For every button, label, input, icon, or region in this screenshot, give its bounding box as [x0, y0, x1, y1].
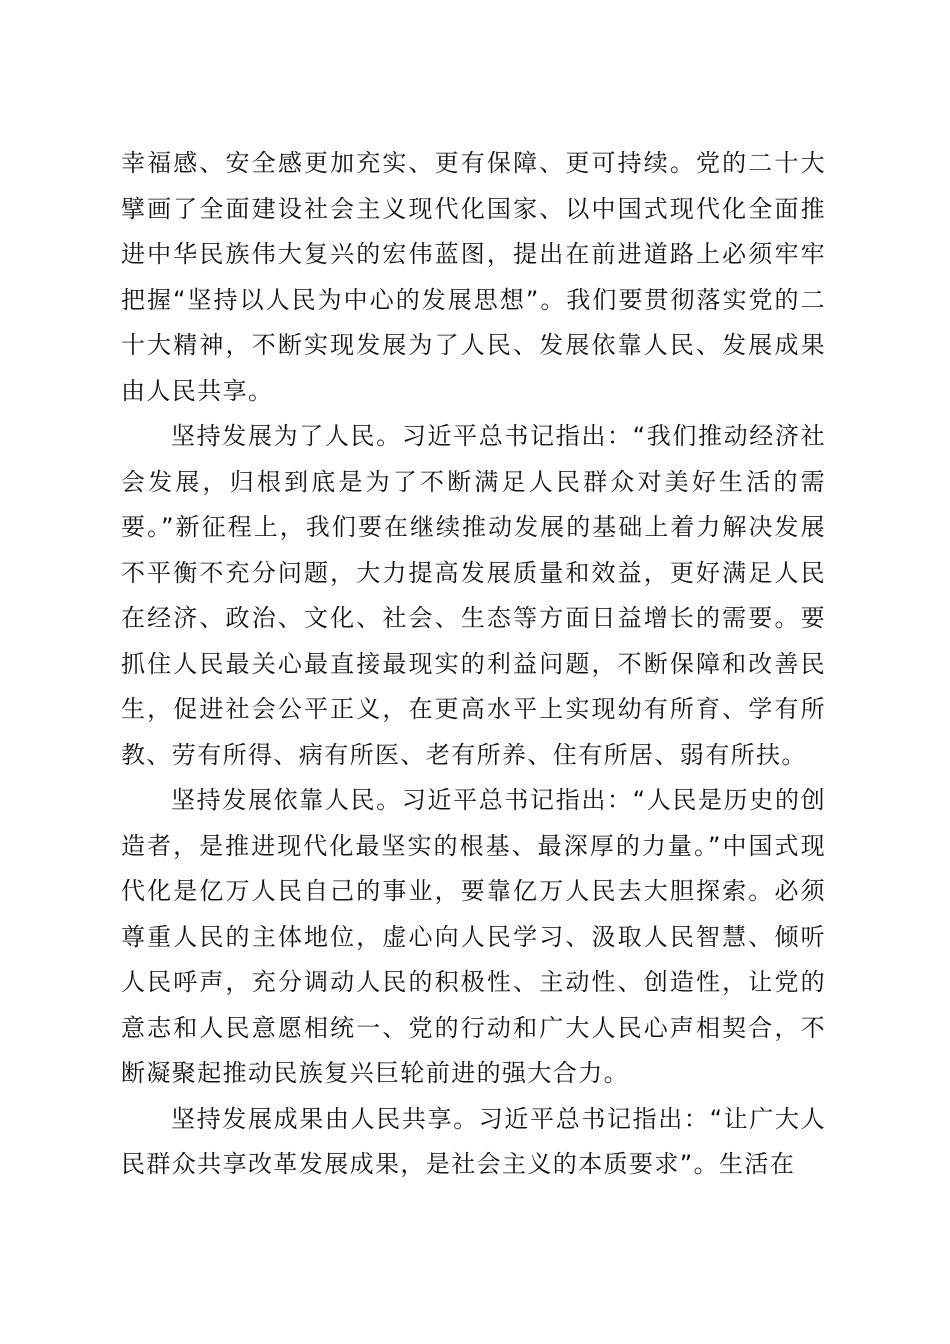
- document-body: [121, 141, 826, 1188]
- paragraph-development-for-people: 坚持发展为了人民。习近平总书记指出：“我们推动经济社会发展，归根到底是为了不断满足人民群众对美好生活的需要。”新征程上，我们要在继续推动发展的基础上着力解决发展不平衡不充分问题，大力提高发展质量和效益，更好满足人民在经济、政治、文化、社会、生态等方面日益增长的需要。要抓住人民最关心最直接最现实的利益问题，不断保障和改善民生，促进社会公平正义，在更高水平上实现幼有所育、学有所教、劳有所得、病有所医、老有所养、住有所居、弱有所扶。: [121, 422, 826, 769]
- paragraph-continuation: 幸福感、安全感更加充实、更有保障、更可持续。党的二十大擘画了全面建设社会主义现代化国家、以中国式现代化全面推进中华民族伟大复兴的宏伟蓝图，提出在前进道路上必须牢牢把握“坚持以人民为中心的发展思想”。我们要贯彻落实党的二十大精神，不断实现发展为了人民、发展依靠人民、发展成果由人民共享。: [121, 149, 826, 405]
- paragraph-development-relies-on-people: 坚持发展依靠人民。习近平总书记指出：“人民是历史的创造者，是推进现代化最坚实的根基、最深厚的力量。”中国式现代化是亿万人民自己的事业，要靠亿万人民去大胆探索。必须尊重人民的主体地位，虚心向人民学习、汲取人民智慧、倾听人民呼声，充分调动人民的积极性、主动性、创造性，让党的意志和人民意愿相统一、党的行动和广大人民心声相契合，不断凝聚起推动民族复兴巨轮前进的强大合力。: [121, 786, 826, 1087]
- paragraph-development-shared-by-people: 坚持发展成果由人民共享。习近平总书记指出：“让广大人民群众共享改革发展成果，是社会主义的本质要求”。生活在: [121, 1104, 826, 1178]
